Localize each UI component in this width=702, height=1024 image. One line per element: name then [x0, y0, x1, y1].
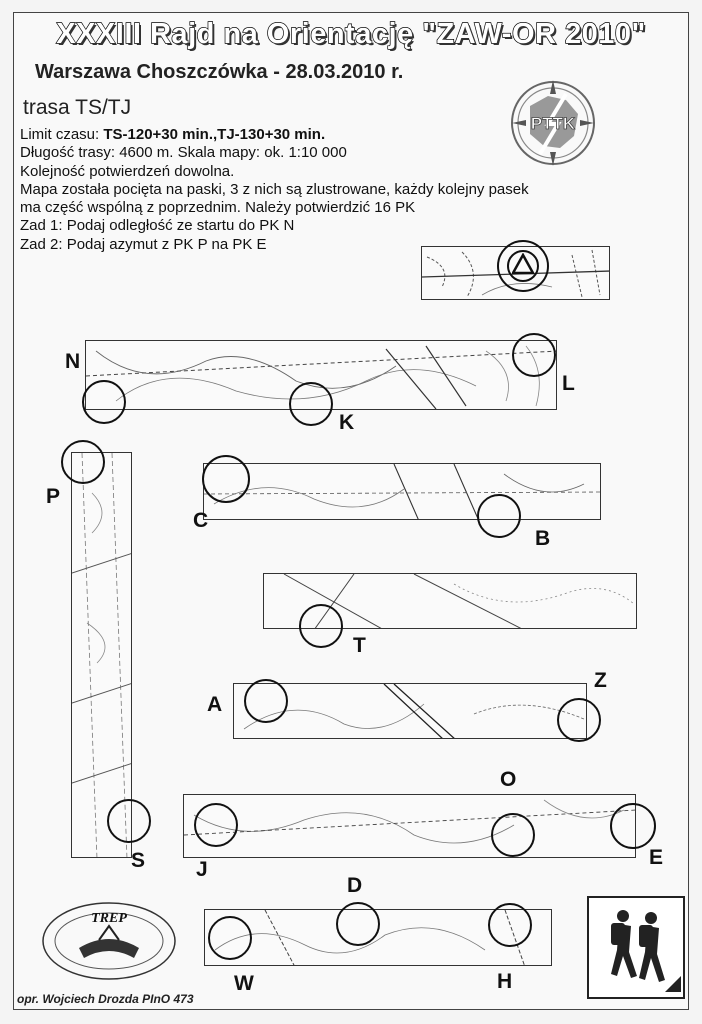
map-cut-line: Mapa została pocięta na paski, 3 z nich są zlustrowane, każdy kolejny pasek — [20, 180, 529, 198]
time-limit-value: TS-120+30 min.,TJ-130+30 min. — [103, 126, 326, 143]
control-circle-c — [202, 455, 250, 503]
control-label-a: A — [207, 693, 223, 716]
map-strip-a-z-terrain — [234, 684, 587, 739]
route-name: trasa TS/TJ — [23, 96, 132, 119]
task-2-line: Zad 2: Podaj azymut z PK P na PK E — [20, 235, 267, 253]
instructions — [20, 126, 529, 254]
control-label-c: C — [193, 509, 209, 532]
control-label-k: K — [339, 411, 355, 434]
control-circle-d — [336, 902, 380, 946]
time-limit-line — [20, 126, 529, 144]
event-subtitle: Warszawa Choszczówka - 28.03.2010 r. — [35, 61, 404, 83]
control-circle-e — [610, 803, 656, 849]
control-circle-o — [491, 813, 535, 857]
control-circle-p — [61, 440, 105, 484]
task-1-line: Zad 1: Podaj odległość ze startu do PK N — [20, 217, 295, 235]
control-label-t: T — [353, 634, 366, 657]
start-triangle-icon — [512, 253, 534, 275]
control-label-p: P — [46, 485, 61, 508]
map-strip-c-b — [203, 463, 601, 520]
control-label-e: E — [649, 846, 664, 869]
map-strip-j-e — [183, 794, 636, 858]
control-circle-b — [477, 494, 521, 538]
author-credit: opr. Wojciech Drozda PInO 473 — [17, 992, 194, 1006]
control-label-o: O — [500, 768, 517, 791]
control-circle-z — [557, 698, 601, 742]
map-strip-p-s — [71, 452, 132, 858]
control-circle-s — [107, 799, 151, 843]
control-label-b: B — [535, 527, 551, 550]
control-circle-h — [488, 903, 532, 947]
control-circle-t — [299, 604, 343, 648]
map-strip-j-e-terrain — [184, 795, 636, 858]
control-circle-l — [512, 333, 556, 377]
control-label-j: J — [196, 858, 208, 881]
order-line: Kolejność potwierdzeń dowolna. — [20, 162, 235, 180]
trep-logo — [39, 900, 179, 982]
control-circle-n — [82, 380, 126, 424]
control-label-l: L — [562, 372, 575, 395]
control-label-z: Z — [594, 669, 607, 692]
map-strip-p-s-terrain — [72, 453, 132, 858]
control-label-s: S — [131, 849, 146, 872]
trep-logo-text: TREP — [91, 911, 127, 926]
control-label-w: W — [234, 972, 254, 995]
control-label-d: D — [347, 874, 363, 897]
confirm-line: ma część wspólną z poprzednim. Należy potwierdzić 16 PK — [20, 199, 416, 217]
control-label-n: N — [65, 350, 81, 373]
map-strip-c-b-terrain — [204, 464, 601, 520]
control-label-h: H — [497, 970, 513, 993]
route-length-line: Długość trasy: 4600 m. Skala mapy: ok. 1:10 000 — [20, 144, 347, 162]
hiker-icon — [587, 896, 685, 999]
page-title: XXXIII Rajd na Orientację "ZAW-OR 2010" — [56, 18, 646, 50]
control-circle-j — [194, 803, 238, 847]
time-limit-label: Limit czasu: — [20, 126, 104, 143]
pttk-logo-text: PTTK — [530, 114, 576, 133]
control-circle-w — [208, 916, 252, 960]
pttk-logo — [508, 76, 598, 171]
control-circle-a — [244, 679, 288, 723]
control-circle-k — [289, 382, 333, 426]
